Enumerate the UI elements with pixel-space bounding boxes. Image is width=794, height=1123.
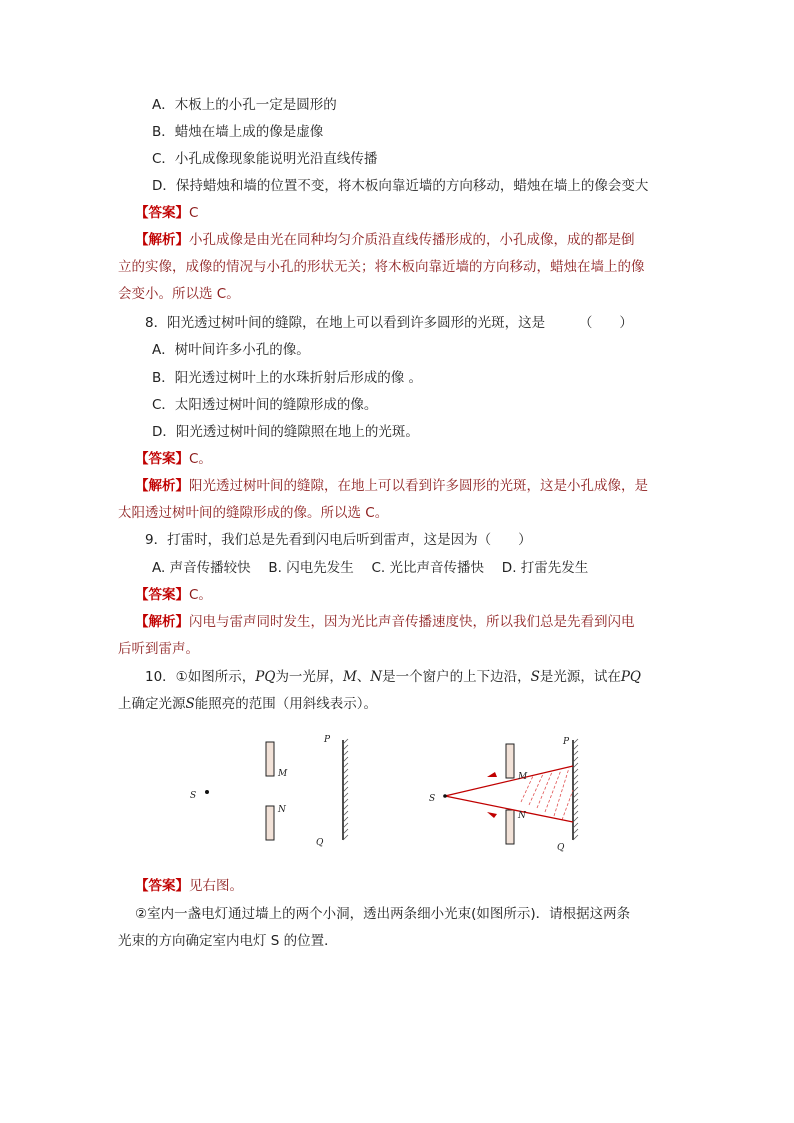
stem-text: 上确定光源 [118, 696, 186, 712]
window-lower-board [506, 810, 514, 844]
upper-ray-arrow [487, 772, 497, 777]
q10-number: 10．①如图所示， [145, 669, 256, 685]
label-n: N [278, 805, 286, 815]
analysis-tag: 【解析】 [135, 232, 189, 248]
light-source-dot [443, 794, 447, 798]
window-upper-board [506, 744, 514, 778]
q7-option-d: D．保持蜡烛和墙的位置不变，将木板向靠近墙的方向移动，蜡烛在墙上的像会变大 [152, 178, 649, 194]
q10-answer [135, 876, 243, 896]
q9-analysis-line-1 [135, 612, 635, 632]
answer-value: C。 [189, 451, 212, 467]
label-n: N [518, 811, 526, 821]
right-mirror-screen [573, 739, 578, 840]
window-upper-board [266, 742, 274, 776]
q10-part2-line-2: 光束的方向确定室内电灯 S 的位置． [118, 933, 338, 949]
q7-answer [135, 203, 198, 223]
var-pq: PQ [255, 669, 276, 685]
label-m: M [518, 772, 528, 782]
label-s: S [190, 791, 197, 801]
analysis-text: 小孔成像是由光在同种均匀介质沿直线传播形成的，小孔成像，成的都是倒 [189, 232, 635, 248]
stem-text: 能照亮的范围（用斜线表示）。 [194, 696, 377, 712]
answer-tag: 【答案】 [135, 587, 189, 603]
q8-option-a: A．树叶间许多小孔的像。 [152, 342, 310, 358]
stem-text: 为一光屏， [275, 669, 343, 685]
q9-analysis-line-2: 后听到雷声。 [118, 641, 199, 657]
var-n: N [370, 669, 383, 685]
label-q: Q [316, 838, 324, 848]
q8-analysis-line-2: 太阳透过树叶间的缝隙形成的像。所以选 C。 [118, 505, 389, 521]
lower-ray-arrow [487, 812, 497, 818]
answer-value: C [189, 205, 199, 221]
analysis-tag: 【解析】 [135, 614, 189, 630]
window-lower-board [266, 806, 274, 840]
q9-stem: 9．打雷时，我们总是先看到闪电后听到雷声，这是因为（ ） [145, 532, 532, 548]
label-q: Q [557, 843, 565, 853]
var-s: S [185, 696, 195, 712]
label-p: P [324, 735, 331, 745]
q8-option-b: B．阳光透过树叶上的水珠折射后形成的像 。 [152, 370, 423, 386]
q9-answer [135, 585, 212, 605]
left-mirror-screen [343, 739, 348, 840]
figure-right-diagram [425, 730, 585, 855]
analysis-text: 闪电与雷声同时发生，因为光比声音传播速度快，所以我们总是先看到闪电 [189, 614, 635, 630]
answer-value: C。 [189, 587, 212, 603]
answer-tag: 【答案】 [135, 205, 189, 221]
var-s: S [530, 669, 540, 685]
label-s: S [429, 794, 436, 804]
q10-stem-line-2 [118, 694, 377, 714]
figure-left-diagram [180, 730, 350, 855]
q7-option-b: B．蜡烛在墙上成的像是虚像 [152, 124, 324, 140]
stem-text: 是光源，试在 [539, 669, 621, 685]
answer-value: 见右图。 [189, 878, 243, 894]
q7-analysis-line-1 [135, 230, 635, 250]
q10-stem-line-1 [145, 667, 641, 687]
q8-stem: 8．阳光透过树叶间的缝隙，在地上可以看到许多圆形的光斑，这是 （ ） [145, 315, 633, 331]
q8-answer [135, 449, 212, 469]
q9-options: A. 声音传播较快 B. 闪电先发生 C. 光比声音传播快 D. 打雷先发生 [152, 560, 589, 576]
q7-option-c: C．小孔成像现象能说明光沿直线传播 [152, 151, 378, 167]
stem-text: 、 [356, 669, 371, 685]
q8-analysis-line-1 [135, 476, 648, 496]
q7-analysis-line-3: 会变小。所以选 C。 [118, 286, 240, 302]
stem-text: 是一个窗户的上下边沿， [382, 669, 531, 685]
analysis-text: 阳光透过树叶间的缝隙，在地上可以看到许多圆形的光斑，这是小孔成像，是 [189, 478, 648, 494]
q7-analysis-line-2: 立的实像，成像的情况与小孔的形状无关；将木板向靠近墙的方向移动，蜡烛在墙上的像 [118, 259, 645, 275]
light-source-dot [205, 790, 209, 794]
q7-option-a: A．木板上的小孔一定是圆形的 [152, 97, 337, 113]
label-m: M [278, 769, 288, 779]
label-p: P [563, 737, 570, 747]
analysis-tag: 【解析】 [135, 478, 189, 494]
var-m: M [342, 669, 357, 685]
q10-part2-line-1: ②室内一盏电灯通过墙上的两个小洞，透出两条细小光束(如图所示)．请根据这两条 [135, 906, 631, 922]
answer-tag: 【答案】 [135, 451, 189, 467]
var-pq: PQ [620, 669, 641, 685]
q8-option-c: C．太阳透过树叶间的缝隙形成的像。 [152, 397, 378, 413]
answer-tag: 【答案】 [135, 878, 189, 894]
q8-option-d: D．阳光透过树叶间的缝隙照在地上的光斑。 [152, 424, 419, 440]
